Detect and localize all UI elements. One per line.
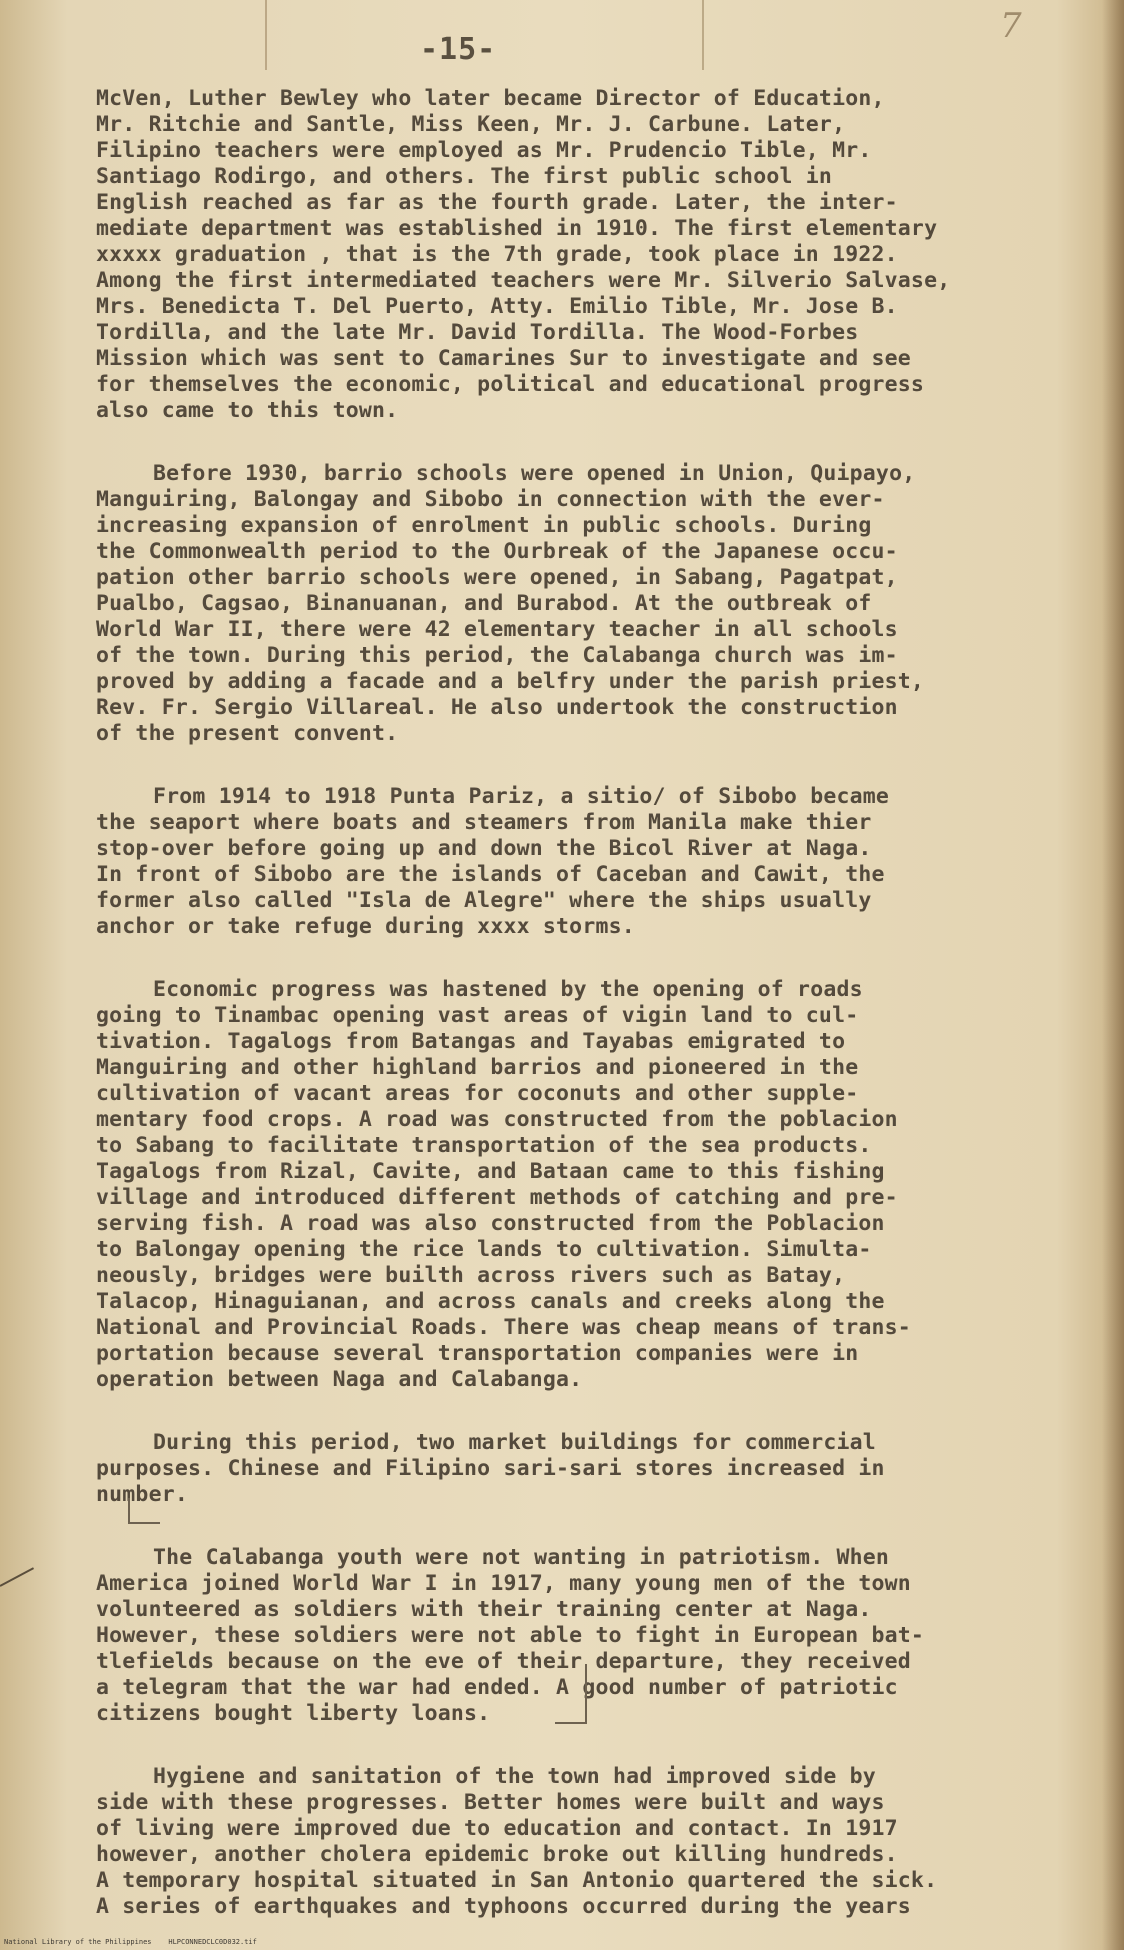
text-line: Among the first intermediated teachers were Mr. Silverio Salvase, <box>96 268 951 293</box>
text-line: From 1914 to 1918 Punta Pariz, a sitio/ of Sibobo became <box>153 784 890 809</box>
paragraph-3 <box>96 784 1106 940</box>
text-line: Mrs. Benedicta T. Del Puerto, Atty. Emilio Tible, Mr. Jose B. <box>96 294 898 319</box>
text-line: xxxxx graduation , that is the 7th grade, took place in 1922. <box>96 242 898 267</box>
paragraph-4 <box>96 977 1106 1393</box>
text-line: a telegram that the war had ended. A good number of patriotic <box>96 1675 898 1700</box>
text-line: village and introduced different methods of catching and pre- <box>96 1185 898 1210</box>
text-line: going to Tinambac opening vast areas of vigin land to cul- <box>96 1003 859 1028</box>
text-line: to Balongay opening the rice lands to cultivation. Simulta- <box>96 1237 872 1262</box>
text-line: citizens bought liberty loans. <box>96 1701 491 1726</box>
text-line: In front of Sibobo are the islands of Caceban and Cawit, the <box>96 862 885 887</box>
text-line: However, these soldiers were not able to fight in European bat- <box>96 1623 925 1648</box>
text-line: of the town. During this period, the Calabanga church was im- <box>96 643 898 668</box>
text-line: Mission which was sent to Camarines Sur to investigate and see <box>96 346 911 371</box>
paragraph-1 <box>96 86 1106 424</box>
text-line: Pualbo, Cagsao, Binanuanan, and Burabod. At the outbreak of <box>96 591 872 616</box>
text-line: of the present convent. <box>96 721 399 746</box>
text-line: number. <box>96 1482 189 1507</box>
text-line: World War II, there were 42 elementary teacher in all schools <box>96 617 898 642</box>
text-line: tlefields because on the eve of their departure, they received <box>96 1649 911 1674</box>
text-line: mediate department was established in 1910. The first elementary <box>96 216 938 241</box>
text-line: cultivation of vacant areas for coconuts and other supple- <box>96 1081 859 1106</box>
text-line: neously, bridges were builth across rivers such as Batay, <box>96 1263 846 1288</box>
handwritten-bracket-close <box>555 1664 587 1724</box>
text-line: of living were improved due to education and contact. In 1917 <box>96 1816 898 1841</box>
text-line: English reached as far as the fourth grade. Later, the inter- <box>96 190 898 215</box>
text-line: Economic progress was hastened by the opening of roads <box>153 977 863 1002</box>
text-line: the Commonwealth period to the Ourbreak of the Japanese occu- <box>96 539 898 564</box>
text-line: purposes. Chinese and Filipino sari-sari stores increased in <box>96 1456 885 1481</box>
text-line: Before 1930, barrio schools were opened in Union, Quipayo, <box>153 461 916 486</box>
paragraph-7 <box>96 1764 1106 1920</box>
text-line: mentary food crops. A road was constructed from the poblacion <box>96 1107 898 1132</box>
text-line: During this period, two market buildings for commercial <box>153 1430 876 1455</box>
text-line: Talacop, Hinaguianan, and across canals and creeks along the <box>96 1289 885 1314</box>
paragraph-5 <box>96 1430 1106 1508</box>
text-line: Mr. Ritchie and Santle, Miss Keen, Mr. J. Carbune. Later, <box>96 112 846 137</box>
text-line: Filipino teachers were employed as Mr. Prudencio Tible, Mr. <box>96 138 872 163</box>
text-line: National and Provincial Roads. There was cheap means of trans- <box>96 1315 911 1340</box>
text-line: portation because several transportation companies were in <box>96 1341 859 1366</box>
text-line: the seaport where boats and steamers from Manila make thier <box>96 810 872 835</box>
text-line: tivation. Tagalogs from Batangas and Tayabas emigrated to <box>96 1029 846 1054</box>
text-line: Tordilla, and the late Mr. David Tordilla. The Wood-Forbes <box>96 320 859 345</box>
text-line: pation other barrio schools were opened, in Sabang, Pagatpat, <box>96 565 898 590</box>
text-line: proved by adding a facade and a belfry under the parish priest, <box>96 669 925 694</box>
text-line: operation between Naga and Calabanga. <box>96 1367 583 1392</box>
fold-line-left <box>265 0 267 70</box>
text-line: McVen, Luther Bewley who later became Director of Education, <box>96 86 885 111</box>
paragraph-2 <box>96 461 1106 747</box>
document-body <box>96 86 1106 1950</box>
text-line: A temporary hospital situated in San Antonio quartered the sick. <box>96 1868 938 1893</box>
paragraph-6 <box>96 1545 1106 1727</box>
text-line: America joined World War I in 1917, many young men of the town <box>96 1571 911 1596</box>
text-line: A series of earthquakes and typhoons occurred during the years <box>96 1894 911 1919</box>
margin-pencil-mark <box>0 1567 34 1587</box>
text-line: for themselves the economic, political and educational progress <box>96 372 925 397</box>
text-line: former also called "Isla de Alegre" where the ships usually <box>96 888 872 913</box>
text-line: The Calabanga youth were not wanting in patriotism. When <box>153 1545 890 1570</box>
text-line: also came to this town. <box>96 398 399 423</box>
text-line: increasing expansion of enrolment in public schools. During <box>96 513 872 538</box>
text-line: Santiago Rodirgo, and others. The first public school in <box>96 164 833 189</box>
text-line: side with these progresses. Better homes were built and ways <box>96 1790 885 1815</box>
text-line: anchor or take refuge during xxxx storms. <box>96 914 635 939</box>
text-line: Manguiring and other highland barrios and pioneered in the <box>96 1055 859 1080</box>
text-line: Rev. Fr. Sergio Villareal. He also undertook the construction <box>96 695 898 720</box>
fold-line-right <box>702 0 704 70</box>
text-line: serving fish. A road was also constructed from the Poblacion <box>96 1211 885 1236</box>
text-line: stop-over before going up and down the Bicol River at Naga. <box>96 836 872 861</box>
handwritten-bracket-open <box>128 1498 160 1524</box>
text-line: Hygiene and sanitation of the town had improved side by <box>153 1764 876 1789</box>
handwritten-page-mark: 7 <box>1000 6 1022 46</box>
text-line: to Sabang to facilitate transportation of the sea products. <box>96 1133 872 1158</box>
text-line: volunteered as soldiers with their training center at Naga. <box>96 1597 872 1622</box>
page-number: -15- <box>420 32 497 67</box>
text-line: however, another cholera epidemic broke out killing hundreds. <box>96 1842 898 1867</box>
text-line: Manguiring, Balongay and Sibobo in connection with the ever- <box>96 487 885 512</box>
text-line: Tagalogs from Rizal, Cavite, and Bataan came to this fishing <box>96 1159 885 1184</box>
archive-footer: National Library of the Philippines HLPCONNEDCLC0D032.tif <box>4 1938 257 1946</box>
